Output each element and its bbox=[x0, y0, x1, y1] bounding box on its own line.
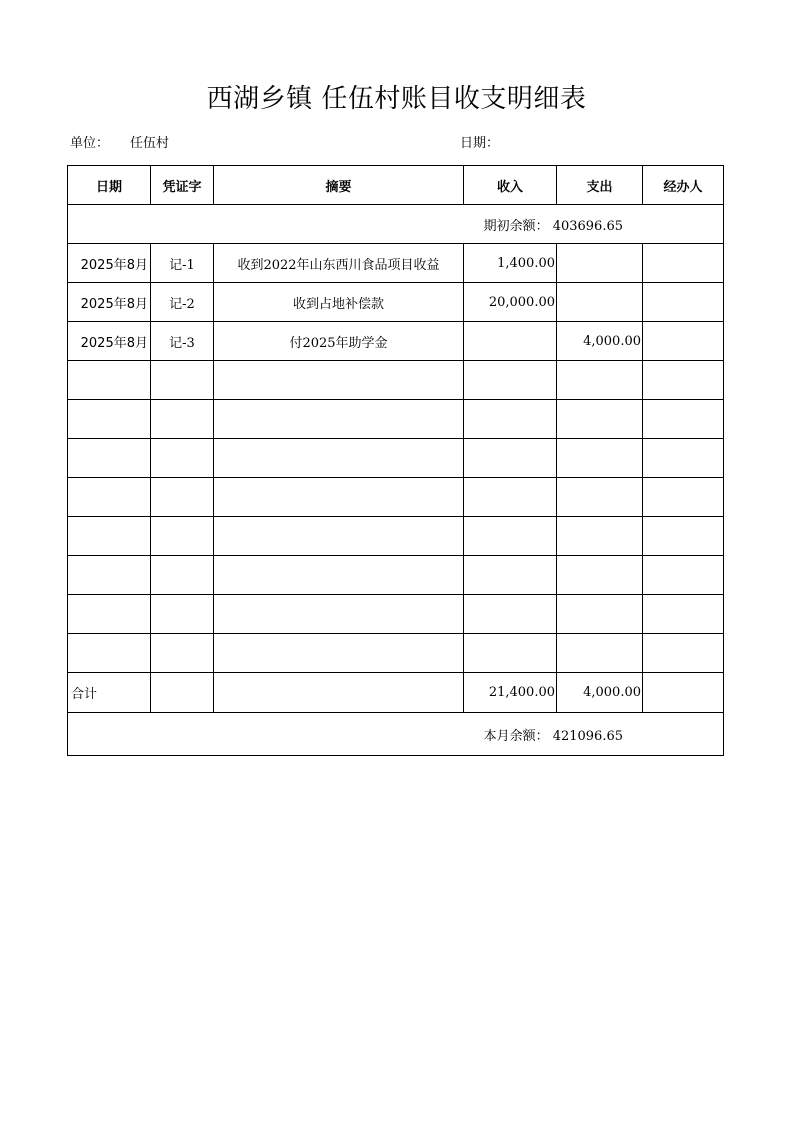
cell-handler bbox=[643, 361, 724, 400]
cell-income bbox=[464, 322, 557, 361]
opening-balance-row bbox=[68, 205, 724, 244]
cell-voucher bbox=[151, 439, 214, 478]
cell-income bbox=[464, 595, 557, 634]
cell-expense: 4,000.00 bbox=[557, 322, 643, 361]
header-row bbox=[68, 166, 724, 205]
total-income: 21,400.00 bbox=[464, 673, 557, 713]
cell-expense bbox=[557, 244, 643, 283]
cell-expense bbox=[557, 634, 643, 673]
total-handler bbox=[643, 673, 724, 713]
cell-handler bbox=[643, 283, 724, 322]
unit-value: 任伍村 bbox=[130, 136, 170, 151]
cell-income bbox=[464, 556, 557, 595]
cell-income: 1,400.00 bbox=[464, 244, 557, 283]
table-row bbox=[68, 244, 724, 283]
cell-date: 2025年8月 bbox=[68, 244, 151, 283]
ledger-table bbox=[67, 165, 724, 756]
table-row bbox=[68, 439, 724, 478]
cell-income bbox=[464, 439, 557, 478]
total-label: 合计 bbox=[68, 673, 151, 713]
cell-summary: 收到占地补偿款 bbox=[214, 283, 464, 322]
opening-balance: 期初余额： 403696.65 bbox=[483, 218, 623, 234]
total-summary bbox=[214, 673, 464, 713]
cell-date: 2025年8月 bbox=[68, 322, 151, 361]
total-voucher bbox=[151, 673, 214, 713]
cell-income bbox=[464, 517, 557, 556]
cell-date bbox=[68, 556, 151, 595]
cell-date bbox=[68, 595, 151, 634]
cell-handler bbox=[643, 400, 724, 439]
header-date: 日期 bbox=[68, 166, 151, 205]
cell-summary bbox=[214, 517, 464, 556]
cell-date bbox=[68, 517, 151, 556]
cell-income bbox=[464, 478, 557, 517]
opening-balance-cell bbox=[68, 205, 724, 244]
cell-expense bbox=[557, 556, 643, 595]
total-expense: 4,000.00 bbox=[557, 673, 643, 713]
cell-summary bbox=[214, 439, 464, 478]
header-handler: 经办人 bbox=[643, 166, 724, 205]
cell-handler bbox=[643, 517, 724, 556]
closing-balance: 本月余额： 421096.65 bbox=[483, 728, 623, 744]
cell-voucher: 记-3 bbox=[151, 322, 214, 361]
cell-summary bbox=[214, 400, 464, 439]
cell-summary bbox=[214, 478, 464, 517]
closing-balance-cell bbox=[68, 713, 724, 756]
cell-expense bbox=[557, 439, 643, 478]
cell-income: 20,000.00 bbox=[464, 283, 557, 322]
closing-balance-row bbox=[68, 713, 724, 756]
cell-voucher bbox=[151, 361, 214, 400]
table-row bbox=[68, 283, 724, 322]
cell-voucher bbox=[151, 556, 214, 595]
cell-expense bbox=[557, 361, 643, 400]
cell-summary bbox=[214, 595, 464, 634]
table-row bbox=[68, 478, 724, 517]
cell-income bbox=[464, 361, 557, 400]
cell-summary bbox=[214, 634, 464, 673]
table-row bbox=[68, 595, 724, 634]
table-row bbox=[68, 517, 724, 556]
cell-income bbox=[464, 634, 557, 673]
cell-voucher: 记-2 bbox=[151, 283, 214, 322]
cell-handler bbox=[643, 556, 724, 595]
cell-expense bbox=[557, 517, 643, 556]
cell-date bbox=[68, 400, 151, 439]
cell-summary: 付2025年助学金 bbox=[214, 322, 464, 361]
table-row bbox=[68, 400, 724, 439]
cell-voucher bbox=[151, 517, 214, 556]
header-summary: 摘要 bbox=[214, 166, 464, 205]
cell-handler bbox=[643, 595, 724, 634]
header-expense: 支出 bbox=[557, 166, 643, 205]
cell-date bbox=[68, 439, 151, 478]
cell-voucher bbox=[151, 400, 214, 439]
cell-date: 2025年8月 bbox=[68, 283, 151, 322]
header-income: 收入 bbox=[464, 166, 557, 205]
cell-handler bbox=[643, 439, 724, 478]
table-row bbox=[68, 556, 724, 595]
cell-summary bbox=[214, 361, 464, 400]
cell-date bbox=[68, 478, 151, 517]
table-row bbox=[68, 322, 724, 361]
table-row bbox=[68, 634, 724, 673]
unit-label: 单位： bbox=[70, 136, 110, 151]
cell-voucher: 记-1 bbox=[151, 244, 214, 283]
cell-expense bbox=[557, 595, 643, 634]
page-title: 西湖乡镇 任伍村账目收支明细表 bbox=[206, 84, 587, 114]
cell-summary: 收到2022年山东西川食品项目收益 bbox=[214, 244, 464, 283]
cell-date bbox=[68, 361, 151, 400]
header-voucher: 凭证字 bbox=[151, 166, 214, 205]
cell-handler bbox=[643, 244, 724, 283]
table-row bbox=[68, 361, 724, 400]
cell-expense bbox=[557, 283, 643, 322]
cell-date bbox=[68, 634, 151, 673]
total-row bbox=[68, 673, 724, 713]
cell-income bbox=[464, 400, 557, 439]
cell-summary bbox=[214, 556, 464, 595]
cell-handler bbox=[643, 478, 724, 517]
cell-expense bbox=[557, 400, 643, 439]
cell-expense bbox=[557, 478, 643, 517]
cell-handler bbox=[643, 322, 724, 361]
cell-handler bbox=[643, 634, 724, 673]
cell-voucher bbox=[151, 595, 214, 634]
cell-voucher bbox=[151, 634, 214, 673]
date-label: 日期： bbox=[460, 136, 500, 151]
cell-voucher bbox=[151, 478, 214, 517]
